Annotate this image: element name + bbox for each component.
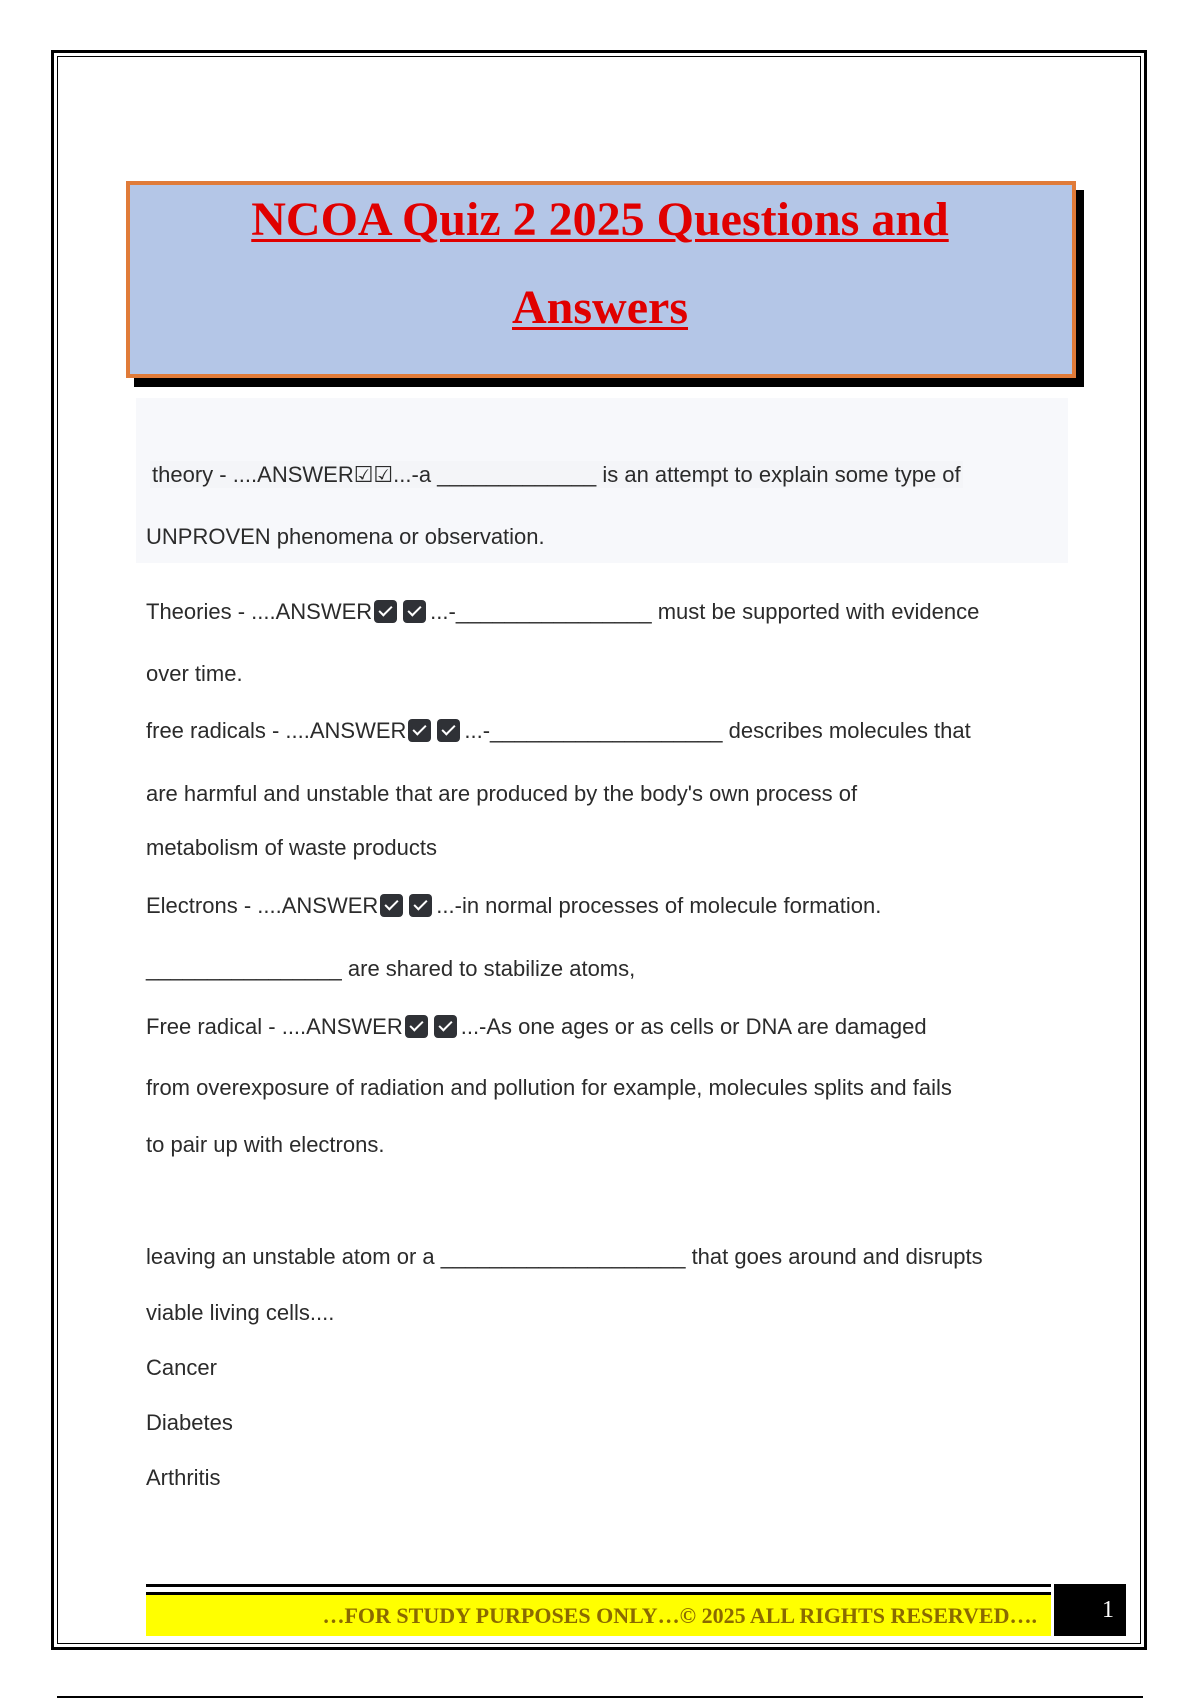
entry-theories-line-1 [146,596,979,628]
checkbox-checked-icon [437,719,460,742]
entry-free-radicals-line-1 [146,715,971,747]
checkbox-checked-icon [408,719,431,742]
footer-rule [146,1584,1051,1587]
entry-electrons-line-1 [146,890,881,922]
list-item: Cancer [146,1355,217,1380]
checkbox-checked-icon [380,894,403,917]
list-item: Diabetes [146,1410,233,1435]
entry-theories-line-2: over time. [146,661,243,686]
checkbox-checked-icon [405,1015,428,1038]
entry-theory-line-1 [150,459,963,491]
list-item: Arthritis [146,1465,221,1490]
entry-theories-term: Theories - ....ANSWER [146,599,373,624]
checkbox-checked-icon [409,894,432,917]
entry-electrons-term: Electrons - ....ANSWER [146,893,379,918]
entry-free-radicals-line-3: metabolism of waste products [146,835,438,860]
entry-electrons-definition: ...-in normal processes of molecule formation. [436,893,882,918]
document-title-line-2: Answers [512,281,688,334]
page-number: 1 [1102,1597,1114,1623]
entry-free-radicals-line-2: are harmful and unstable that are produced by the body's own process of [146,781,858,806]
entry-free-radical-term: Free radical - ....ANSWER [146,1014,403,1039]
entry-free-radicals-definition: ...-___________________ describes molecules that [464,718,971,743]
entry-free-radical-line-3: to pair up with electrons. [146,1132,385,1157]
entry-theories-definition: ...-________________ must be supported with evidence [430,599,980,624]
entry-free-radical-line-5: viable living cells.... [146,1300,335,1325]
checkbox-checked-icon [374,600,397,623]
bottom-rule [57,1696,1143,1698]
entry-free-radical-line-4: leaving an unstable atom or a ____________________ that goes around and disrupts [146,1244,983,1269]
checkbox-checked-icon [434,1015,457,1038]
footer-copyright-text: …FOR STUDY PURPOSES ONLY…© 2025 ALL RIGHTS RESERVED…. [322,1603,1037,1628]
entry-free-radicals-term: free radicals - ....ANSWER [146,718,407,743]
entry-electrons-line-2: ________________ are shared to stabilize atoms, [146,956,636,981]
checkbox-checked-icon [403,600,426,623]
document-title-line-1: NCOA Quiz 2 2025 Questions and [251,193,949,246]
entry-theory-line-2: UNPROVEN phenomena or observation. [146,524,545,549]
entry-free-radical-line-1 [146,1011,927,1043]
entry-free-radical-line-2: from overexposure of radiation and pollution for example, molecules splits and fails [146,1075,952,1100]
entry-theory-text: theory - ....ANSWER☑☑...-a _____________ is an attempt to explain some type of [152,462,961,487]
entry-free-radical-definition: ...-As one ages or as cells or DNA are damaged [460,1014,927,1039]
